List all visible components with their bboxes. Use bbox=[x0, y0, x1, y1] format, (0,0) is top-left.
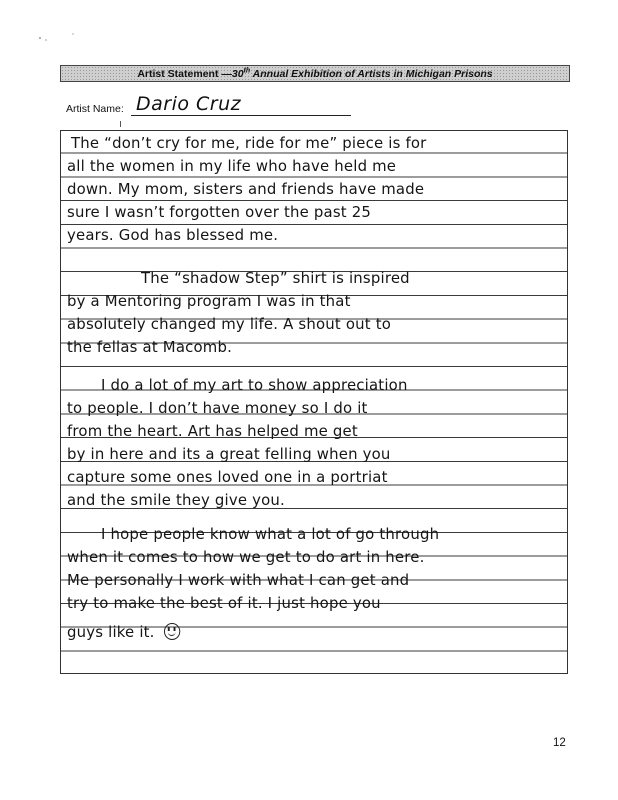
header-ordinal bbox=[232, 68, 493, 80]
header-prefix: Artist Statement — bbox=[137, 67, 232, 80]
statement-line: years. God has blessed me. bbox=[67, 226, 279, 244]
statement-line: The “shadow Step” shirt is inspired bbox=[141, 269, 410, 287]
artist-name-row bbox=[66, 93, 366, 118]
page-number: 12 bbox=[553, 737, 566, 749]
statement-line: sure I wasn’t forgotten over the past 25 bbox=[67, 203, 372, 221]
statement-last-line bbox=[67, 621, 545, 645]
statement-line: and the smile they give you. bbox=[67, 491, 285, 509]
statement-line: I hope people know what a lot of go through bbox=[101, 525, 440, 543]
statement-line: all the women in my life who have held me bbox=[67, 157, 397, 175]
artist-name-handwritten: Dario Cruz bbox=[136, 93, 242, 115]
header-exhibition-title: Annual Exhibition of Artists in Michigan Prisons bbox=[250, 67, 493, 80]
statement-line: by a Mentoring program I was in that bbox=[67, 292, 351, 310]
statement-line: by in here and its a great felling when you bbox=[67, 445, 391, 463]
statement-line: to people. I don’t have money so I do it bbox=[67, 399, 368, 417]
smiley-face-icon bbox=[164, 623, 180, 640]
statement-line: when it comes to how we get to do art in here. bbox=[67, 548, 425, 566]
statement-line: from the heart. Art has helped me get bbox=[67, 422, 358, 440]
statement-line: guys like it. bbox=[67, 623, 155, 641]
statement-line: capture some ones loved one in a portriat bbox=[67, 468, 388, 486]
statement-line: the fellas at Macomb. bbox=[67, 338, 233, 356]
header-ordinal-number: 30 bbox=[231, 67, 244, 80]
artist-name-underline bbox=[131, 115, 351, 116]
statement-line: I do a lot of my art to show appreciation bbox=[101, 376, 408, 394]
statement-line: The “don’t cry for me, ride for me” piece is for bbox=[71, 134, 427, 152]
pen-tick-mark bbox=[120, 121, 121, 127]
statement-line: Me personally I work with what I can get and bbox=[67, 571, 410, 589]
header-ordinal-suffix: th bbox=[243, 67, 251, 74]
statement-line: try to make the best of it. I just hope you bbox=[67, 594, 381, 612]
scan-specks bbox=[38, 30, 98, 42]
artist-statement-box bbox=[60, 130, 568, 674]
artist-name-label: Artist Name: bbox=[66, 103, 124, 115]
statement-line: absolutely changed my life. A shout out to bbox=[67, 315, 392, 333]
exhibition-header bbox=[60, 65, 570, 82]
statement-line: down. My mom, sisters and friends have made bbox=[67, 180, 425, 198]
